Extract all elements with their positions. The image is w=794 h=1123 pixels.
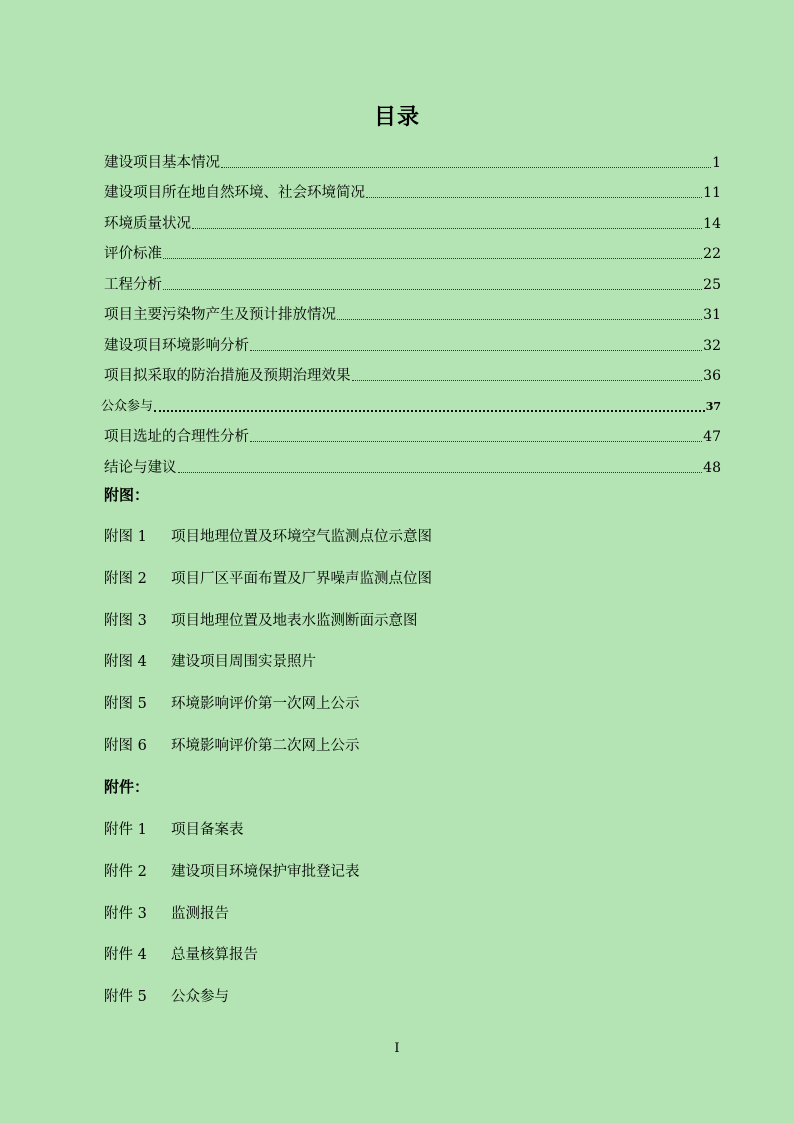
figures-list bbox=[104, 515, 724, 765]
figure-label: 附图 3 bbox=[104, 612, 147, 629]
toc-dot-leader bbox=[337, 319, 702, 320]
attachment-item bbox=[104, 975, 724, 1017]
toc-entry[interactable] bbox=[104, 357, 721, 388]
toc-entry-page: 11 bbox=[703, 185, 721, 201]
attachment-text: 项目备案表 bbox=[171, 822, 244, 839]
figure-label: 附图 1 bbox=[104, 529, 147, 546]
toc-entry-text: 建设项目所在地自然环境、社会环境简况 bbox=[104, 185, 365, 201]
toc-dot-leader bbox=[154, 410, 705, 412]
figure-label: 附图 5 bbox=[104, 696, 147, 713]
figure-item bbox=[104, 640, 724, 682]
attachment-label: 附件 5 bbox=[104, 989, 147, 1006]
toc-entry-text: 项目主要污染物产生及预计排放情况 bbox=[104, 307, 336, 323]
toc-entry-page: 31 bbox=[703, 307, 721, 323]
toc-entry[interactable] bbox=[104, 174, 721, 205]
attachment-label: 附件 3 bbox=[104, 905, 147, 922]
attachments-list bbox=[104, 808, 724, 1016]
attachment-item bbox=[104, 850, 724, 892]
figure-label: 附图 6 bbox=[104, 737, 147, 754]
toc-entry[interactable] bbox=[104, 326, 721, 357]
toc-entry[interactable] bbox=[101, 387, 721, 418]
toc-dot-leader bbox=[221, 167, 711, 168]
figures-heading: 附图： bbox=[104, 486, 150, 504]
figure-item bbox=[104, 557, 724, 599]
toc-dot-leader bbox=[352, 380, 703, 381]
figure-item bbox=[104, 682, 724, 724]
toc-entry[interactable] bbox=[104, 143, 721, 174]
figure-text: 项目地理位置及环境空气监测点位示意图 bbox=[171, 529, 432, 546]
toc-list bbox=[101, 143, 721, 479]
attachments-heading: 附件： bbox=[104, 778, 150, 796]
toc-dot-leader bbox=[163, 289, 702, 290]
attachment-label: 附件 2 bbox=[104, 864, 147, 881]
toc-entry-text: 建设项目基本情况 bbox=[104, 154, 220, 171]
figure-text: 环境影响评价第一次网上公示 bbox=[171, 696, 360, 713]
toc-entry-page: 48 bbox=[703, 459, 721, 476]
toc-entry[interactable] bbox=[104, 296, 721, 327]
toc-entry-text: 项目选址的合理性分析 bbox=[104, 429, 249, 445]
toc-title: 目录 bbox=[373, 104, 420, 130]
toc-dot-leader bbox=[163, 258, 702, 259]
attachment-text: 监测报告 bbox=[171, 905, 229, 922]
figure-item bbox=[104, 515, 724, 557]
toc-dot-leader bbox=[250, 441, 702, 442]
toc-entry-text: 公众参与 bbox=[101, 398, 154, 414]
attachment-item bbox=[104, 933, 724, 975]
attachment-item bbox=[104, 891, 724, 933]
figure-item bbox=[104, 723, 724, 765]
attachment-text: 公众参与 bbox=[171, 989, 229, 1006]
toc-entry-text: 结论与建议 bbox=[104, 459, 177, 476]
toc-entry-page: 22 bbox=[703, 246, 721, 262]
toc-entry-text: 建设项目环境影响分析 bbox=[104, 337, 249, 354]
figure-text: 项目地理位置及地表水监测断面示意图 bbox=[171, 612, 418, 629]
toc-entry[interactable] bbox=[104, 235, 721, 266]
toc-entry-page: 47 bbox=[703, 429, 721, 445]
figure-text: 建设项目周围实景照片 bbox=[171, 654, 316, 671]
toc-entry-page: 32 bbox=[703, 337, 721, 354]
figure-label: 附图 4 bbox=[104, 654, 147, 671]
toc-entry-page: 14 bbox=[703, 215, 721, 232]
figure-item bbox=[104, 598, 724, 640]
toc-entry[interactable] bbox=[104, 418, 721, 449]
toc-entry-text: 工程分析 bbox=[104, 276, 162, 293]
toc-entry[interactable] bbox=[104, 448, 721, 479]
toc-dot-leader bbox=[192, 228, 702, 229]
attachment-text: 总量核算报告 bbox=[171, 947, 258, 964]
attachment-label: 附件 4 bbox=[104, 947, 147, 964]
toc-entry-text: 环境质量状况 bbox=[104, 215, 191, 232]
toc-entry-page: 25 bbox=[703, 276, 721, 293]
attachment-item bbox=[104, 808, 724, 850]
toc-entry-text: 评价标准 bbox=[104, 246, 162, 262]
toc-entry-page: 1 bbox=[712, 154, 721, 171]
toc-dot-leader bbox=[250, 350, 702, 351]
toc-entry-page: 36 bbox=[703, 368, 721, 384]
page-number: I bbox=[394, 1041, 400, 1056]
toc-entry-text: 项目拟采取的防治措施及预期治理效果 bbox=[104, 368, 351, 384]
figure-text: 项目厂区平面布置及厂界噪声监测点位图 bbox=[171, 571, 432, 588]
figure-label: 附图 2 bbox=[104, 571, 147, 588]
attachment-label: 附件 1 bbox=[104, 822, 147, 839]
figure-text: 环境影响评价第二次网上公示 bbox=[171, 737, 360, 754]
toc-entry[interactable] bbox=[104, 204, 721, 235]
toc-entry-page: 37 bbox=[705, 399, 721, 413]
toc-dot-leader bbox=[178, 472, 703, 473]
attachment-text: 建设项目环境保护审批登记表 bbox=[171, 864, 360, 881]
toc-entry[interactable] bbox=[104, 265, 721, 296]
toc-dot-leader bbox=[366, 197, 702, 198]
